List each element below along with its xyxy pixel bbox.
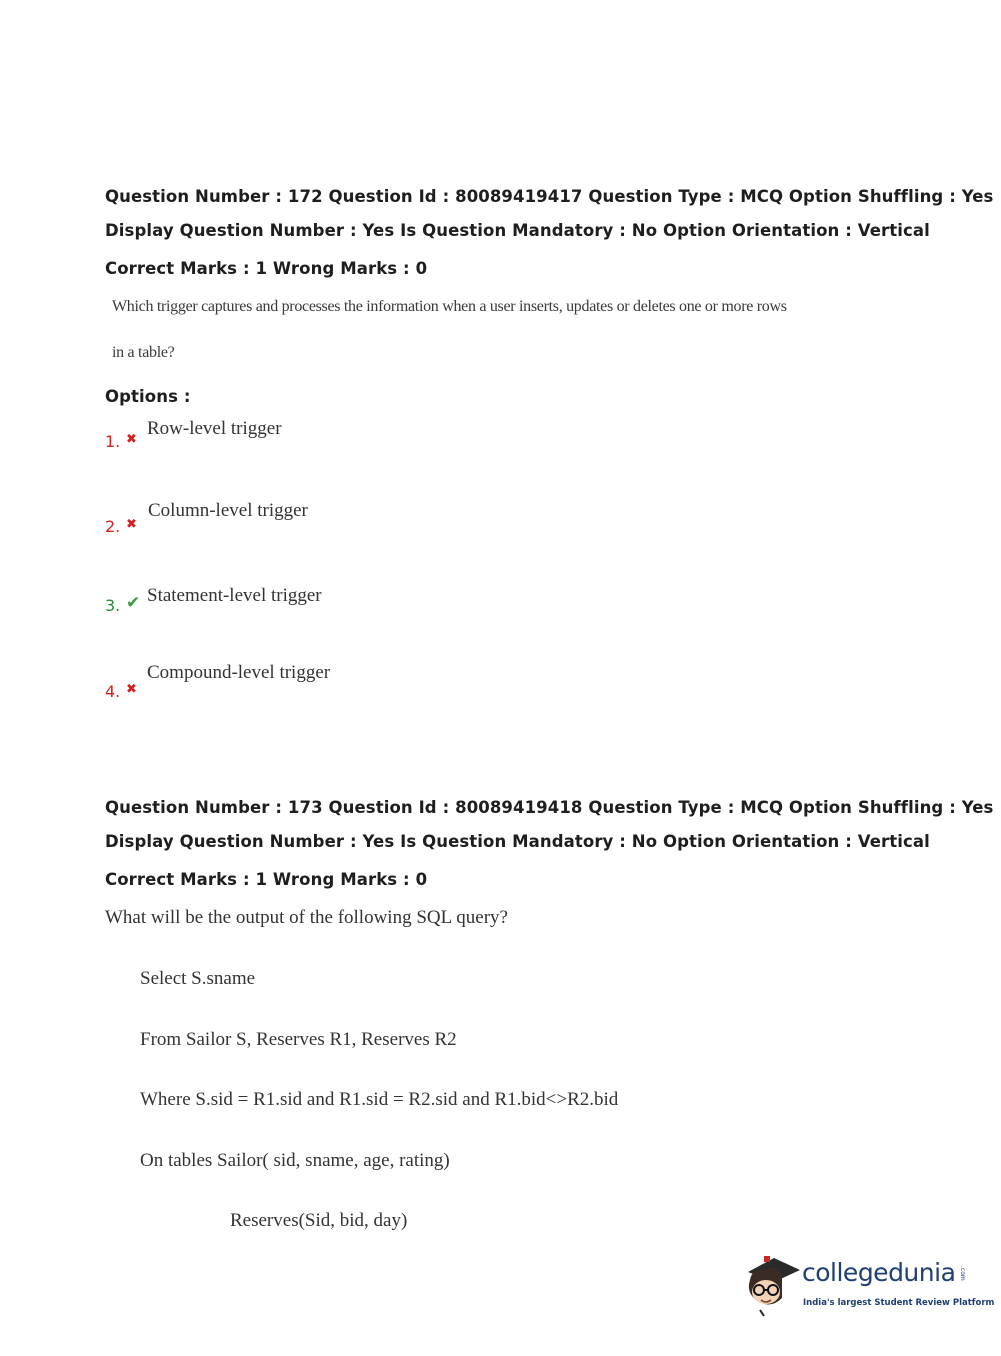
cross-icon: ✖ — [126, 517, 137, 532]
q173-code-line-2: From Sailor S, Reserves R1, Reserves R2 — [140, 1029, 457, 1050]
student-mascot-icon — [742, 1250, 802, 1320]
logo-suffix: .com — [959, 1266, 966, 1281]
q172-marks: Correct Marks : 1 Wrong Marks : 0 — [105, 259, 428, 278]
q173-question: What will be the output of the following SQL query? — [105, 907, 508, 928]
q172-option-3-number: 3. — [105, 596, 121, 615]
q173-code-line-4: On tables Sailor( sid, sname, age, rating) — [140, 1150, 450, 1171]
q173-meta-line1: Question Number : 173 Question Id : 80089419418 Question Type : MCQ Option Shuffling : Yes — [105, 798, 994, 817]
q173-marks: Correct Marks : 1 Wrong Marks : 0 — [105, 870, 428, 889]
q172-meta-line2: Display Question Number : Yes Is Question Mandatory : No Option Orientation : Vertical — [105, 221, 930, 240]
collegedunia-logo — [742, 1250, 995, 1320]
q172-question-line2: in a table? — [112, 344, 175, 361]
q173-meta-line2: Display Question Number : Yes Is Question Mandatory : No Option Orientation : Vertical — [105, 832, 930, 851]
q172-question-line1: Which trigger captures and processes the information when a user inserts, updates or deletes one or more rows — [112, 298, 787, 315]
q172-option-1-number: 1. — [105, 432, 121, 451]
q172-option-2-text: Column-level trigger — [148, 500, 308, 521]
q172-meta-line1: Question Number : 172 Question Id : 80089419417 Question Type : MCQ Option Shuffling : Yes — [105, 187, 994, 206]
logo-tagline: India's largest Student Review Platform — [803, 1298, 995, 1308]
q172-option-3-text: Statement-level trigger — [147, 585, 322, 606]
logo-wordmark: collegedunia — [802, 1258, 956, 1287]
cross-icon: ✖ — [126, 432, 137, 447]
cross-icon: ✖ — [126, 682, 137, 697]
q173-code-line-3: Where S.sid = R1.sid and R1.sid = R2.sid and R1.bid<>R2.bid — [140, 1089, 619, 1110]
q173-code-line-1: Select S.sname — [140, 968, 256, 989]
check-icon: ✔ — [126, 593, 141, 613]
q172-option-2-number: 2. — [105, 517, 121, 536]
q172-option-4-number: 4. — [105, 682, 121, 701]
q172-option-4-text: Compound-level trigger — [147, 662, 331, 683]
q172-options-label: Options : — [105, 387, 191, 406]
q172-option-1-text: Row-level trigger — [147, 418, 282, 439]
q173-code-line-5: Reserves(Sid, bid, day) — [230, 1210, 408, 1231]
